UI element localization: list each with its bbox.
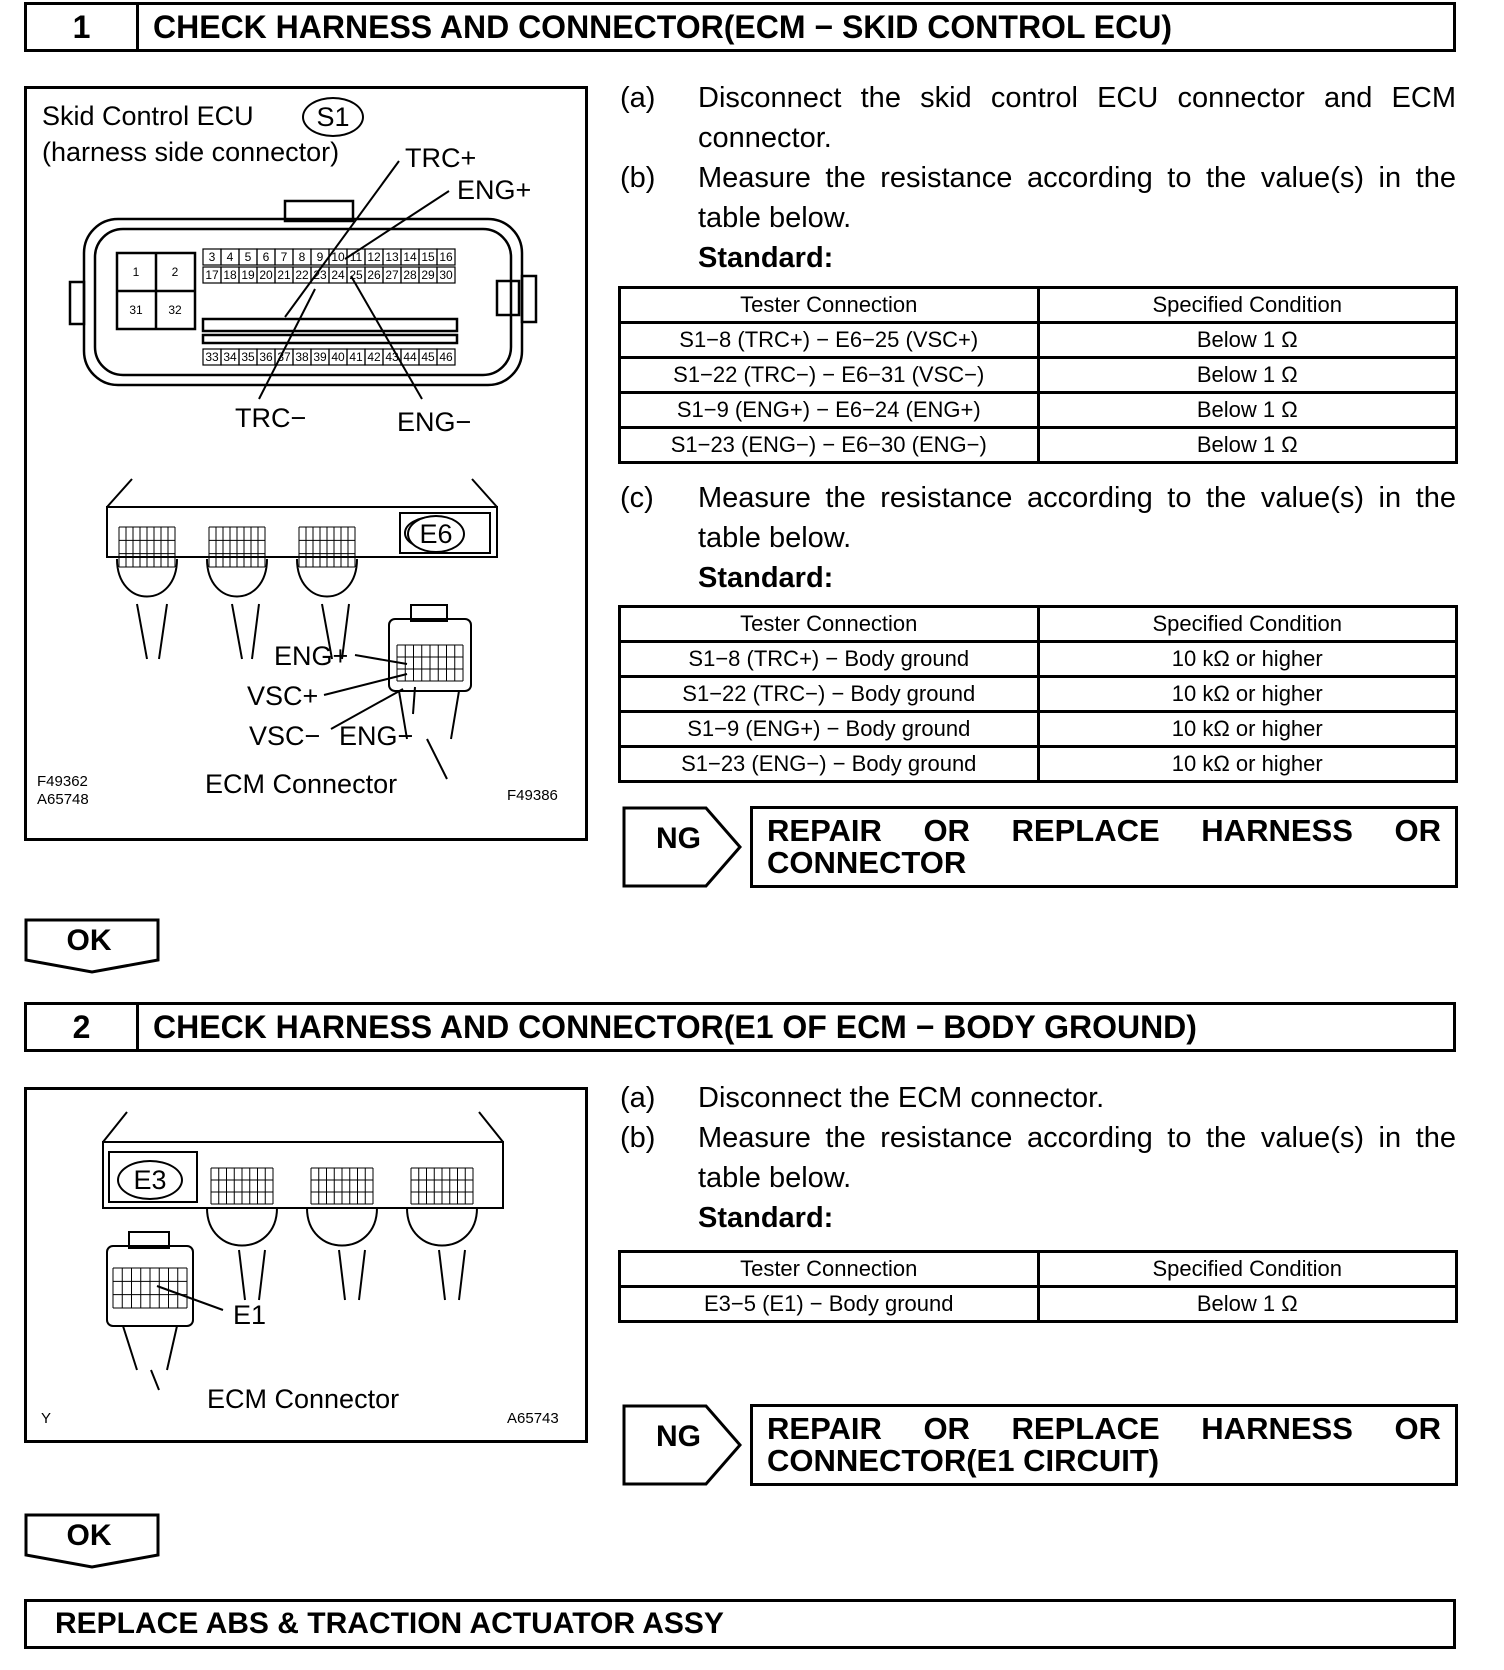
connector-pin-number: 7 (280, 250, 288, 264)
step2-title: CHECK HARNESS AND CONNECTOR(E1 OF ECM − BODY GROUND) (153, 1008, 1197, 1045)
connector-pin-number: 13 (385, 250, 399, 264)
connector-pin-number: 11 (349, 250, 363, 264)
connector-id-e6: E6 (407, 515, 465, 553)
instruction-c: (c) Measure the resistance according to the value(s) in the table below. (620, 482, 1456, 554)
ok-label: OK (66, 924, 112, 957)
table-row: S1−8 (TRC+) − Body ground 10 kΩ or higher (620, 642, 1457, 677)
connector-pin-number: 24 (331, 268, 345, 282)
ng-action-2: REPAIR OR REPLACE HARNESS OR CONNECTOR(E1 CIRCUIT) (750, 1404, 1458, 1486)
connector-pin-number: 43 (385, 350, 399, 364)
standard-label-2: Standard: (698, 562, 834, 594)
connector-pin-number: 26 (367, 268, 381, 282)
step1-ok-branch (24, 918, 160, 974)
connector-pin-number: 31 (129, 303, 143, 317)
standard-label-1: Standard: (698, 242, 834, 274)
connector-pin-number: 3 (208, 250, 216, 264)
ecu-label-line2: (harness side connector) (42, 137, 340, 167)
figure-code-right-2: A65743 (507, 1410, 559, 1427)
instruction-b-2: (b) Measure the resistance according to the value(s) in the table below. (620, 1122, 1456, 1194)
connector-pin-number: 37 (277, 350, 291, 364)
connector-pin-number: 34 (223, 350, 237, 364)
table-row: S1−22 (TRC−) − Body ground 10 kΩ or higher (620, 677, 1457, 712)
step1-ng-branch (622, 806, 1458, 888)
table-header-row: Tester Connection Specified Condition (620, 288, 1457, 323)
step2-instructions (618, 1078, 1456, 1238)
step1-header (24, 2, 1456, 52)
final-action: REPLACE ABS & TRACTION ACTUATOR ASSY (24, 1599, 1456, 1649)
connector-pin-number: 1 (132, 265, 140, 279)
instruction-b: (b) Measure the resistance according to the value(s) in the table below. (620, 162, 1456, 234)
step1-number: 1 (27, 5, 139, 49)
connector-pin-number: 41 (349, 350, 363, 364)
connector-pin-number: 19 (241, 268, 255, 282)
connector-pin-number: 8 (298, 250, 306, 264)
step1-figure (24, 86, 588, 841)
connector-pin-number: 35 (241, 350, 255, 364)
connector-pin-number: 29 (421, 268, 435, 282)
figure-code-right: F49386 (507, 787, 558, 804)
ng-label: NG (656, 822, 701, 855)
spec-table-3 (618, 1250, 1458, 1323)
connector-pin-number: 23 (313, 268, 327, 282)
connector-pin-number: 14 (403, 250, 417, 264)
connector-pin-number: 38 (295, 350, 309, 364)
connector-pin-number: 18 (223, 268, 237, 282)
label-trc-plus: TRC+ (405, 143, 477, 173)
connector-pin-number: 20 (259, 268, 273, 282)
connector-pin-number: 32 (168, 303, 182, 317)
connector-pin-number: 6 (262, 250, 270, 264)
label-eng-plus-ecm: ENG+ (274, 641, 349, 671)
connector-pin-number: 5 (244, 250, 252, 264)
step1-instructions-c (618, 478, 1456, 598)
table-row: S1−23 (ENG−) − E6−30 (ENG−) Below 1 Ω (620, 428, 1457, 463)
label-vsc-minus: VSC− (249, 721, 321, 751)
connector-pin-number: 42 (367, 350, 381, 364)
label-trc-minus: TRC− (235, 403, 307, 433)
table-row: S1−9 (ENG+) − Body ground 10 kΩ or higher (620, 712, 1457, 747)
table-header-row: Tester Connection Specified Condition (620, 607, 1457, 642)
connector-pin-number: 39 (313, 350, 327, 364)
table-row: S1−23 (ENG−) − Body ground 10 kΩ or higher (620, 747, 1457, 782)
ecm-connector-caption: ECM Connector (205, 769, 398, 799)
connector-pin-number: 36 (259, 350, 273, 364)
ng-label-2: NG (656, 1420, 701, 1453)
step2-ok-branch (24, 1513, 160, 1569)
connector-pin-number: 33 (205, 350, 219, 364)
connector-pin-number: 30 (439, 268, 453, 282)
connector-pin-number: 2 (171, 265, 179, 279)
ok-label-2: OK (66, 1519, 112, 1552)
step2-number: 2 (27, 1005, 139, 1049)
connector-pin-number: 4 (226, 250, 234, 264)
table-row: S1−22 (TRC−) − E6−31 (VSC−) Below 1 Ω (620, 358, 1457, 393)
connector-pin-number: 21 (277, 268, 291, 282)
connector-id-e3: E3 (117, 1160, 183, 1200)
figure-code-left: Y (41, 1410, 52, 1427)
step2-header (24, 1002, 1456, 1052)
connector-pin-number: 46 (439, 350, 453, 364)
step2-ng-branch (622, 1404, 1458, 1486)
table-row: S1−9 (ENG+) − E6−24 (ENG+) Below 1 Ω (620, 393, 1457, 428)
label-eng-plus: ENG+ (457, 175, 532, 205)
spec-table-2 (618, 605, 1458, 783)
connector-pin-number: 45 (421, 350, 435, 364)
table-header-row: Tester Connection Specified Condition (620, 1252, 1457, 1287)
label-eng-minus: ENG− (397, 407, 472, 437)
ecu-label-line1: Skid Control ECU (42, 101, 254, 131)
connector-pin-number: 28 (403, 268, 417, 282)
connector-pin-number: 10 (331, 250, 345, 264)
table-row: S1−8 (TRC+) − E6−25 (VSC+) Below 1 Ω (620, 323, 1457, 358)
step1-title: CHECK HARNESS AND CONNECTOR(ECM − SKID CONTROL ECU) (153, 8, 1173, 45)
connector-pin-number: 9 (316, 250, 324, 264)
ng-action: REPAIR OR REPLACE HARNESS OR CONNECTOR (750, 806, 1458, 888)
figure-code-left-1: F49362 (37, 773, 88, 790)
table-row: E3−5 (E1) − Body ground Below 1 Ω (620, 1287, 1457, 1322)
step2-figure (24, 1087, 588, 1443)
label-vsc-plus: VSC+ (247, 681, 319, 711)
connector-pin-number: 12 (367, 250, 381, 264)
ecm-connector-caption-2: ECM Connector (207, 1384, 400, 1414)
spec-table-1 (618, 286, 1458, 464)
connector-pin-number: 15 (421, 250, 435, 264)
label-eng-minus-ecm: ENG− (339, 721, 414, 751)
standard-label-3: Standard: (698, 1202, 834, 1234)
instruction-a-2: (a) Disconnect the ECM connector. (620, 1082, 1105, 1114)
step1-instructions (618, 78, 1456, 278)
connector-pin-number: 44 (403, 350, 417, 364)
connector-pin-number: 22 (295, 268, 309, 282)
instruction-a: (a) Disconnect the skid control ECU connector and ECM connector. (620, 82, 1456, 154)
connector-pin-number: 40 (331, 350, 345, 364)
connector-pin-number: 17 (205, 268, 219, 282)
connector-pin-number: 27 (385, 268, 399, 282)
connector-pin-number: 16 (439, 250, 453, 264)
connector-pin-number: 25 (349, 268, 363, 282)
figure-code-left-2: A65748 (37, 791, 89, 808)
connector-id-s1: S1 (302, 97, 364, 137)
label-e1: E1 (233, 1300, 267, 1330)
